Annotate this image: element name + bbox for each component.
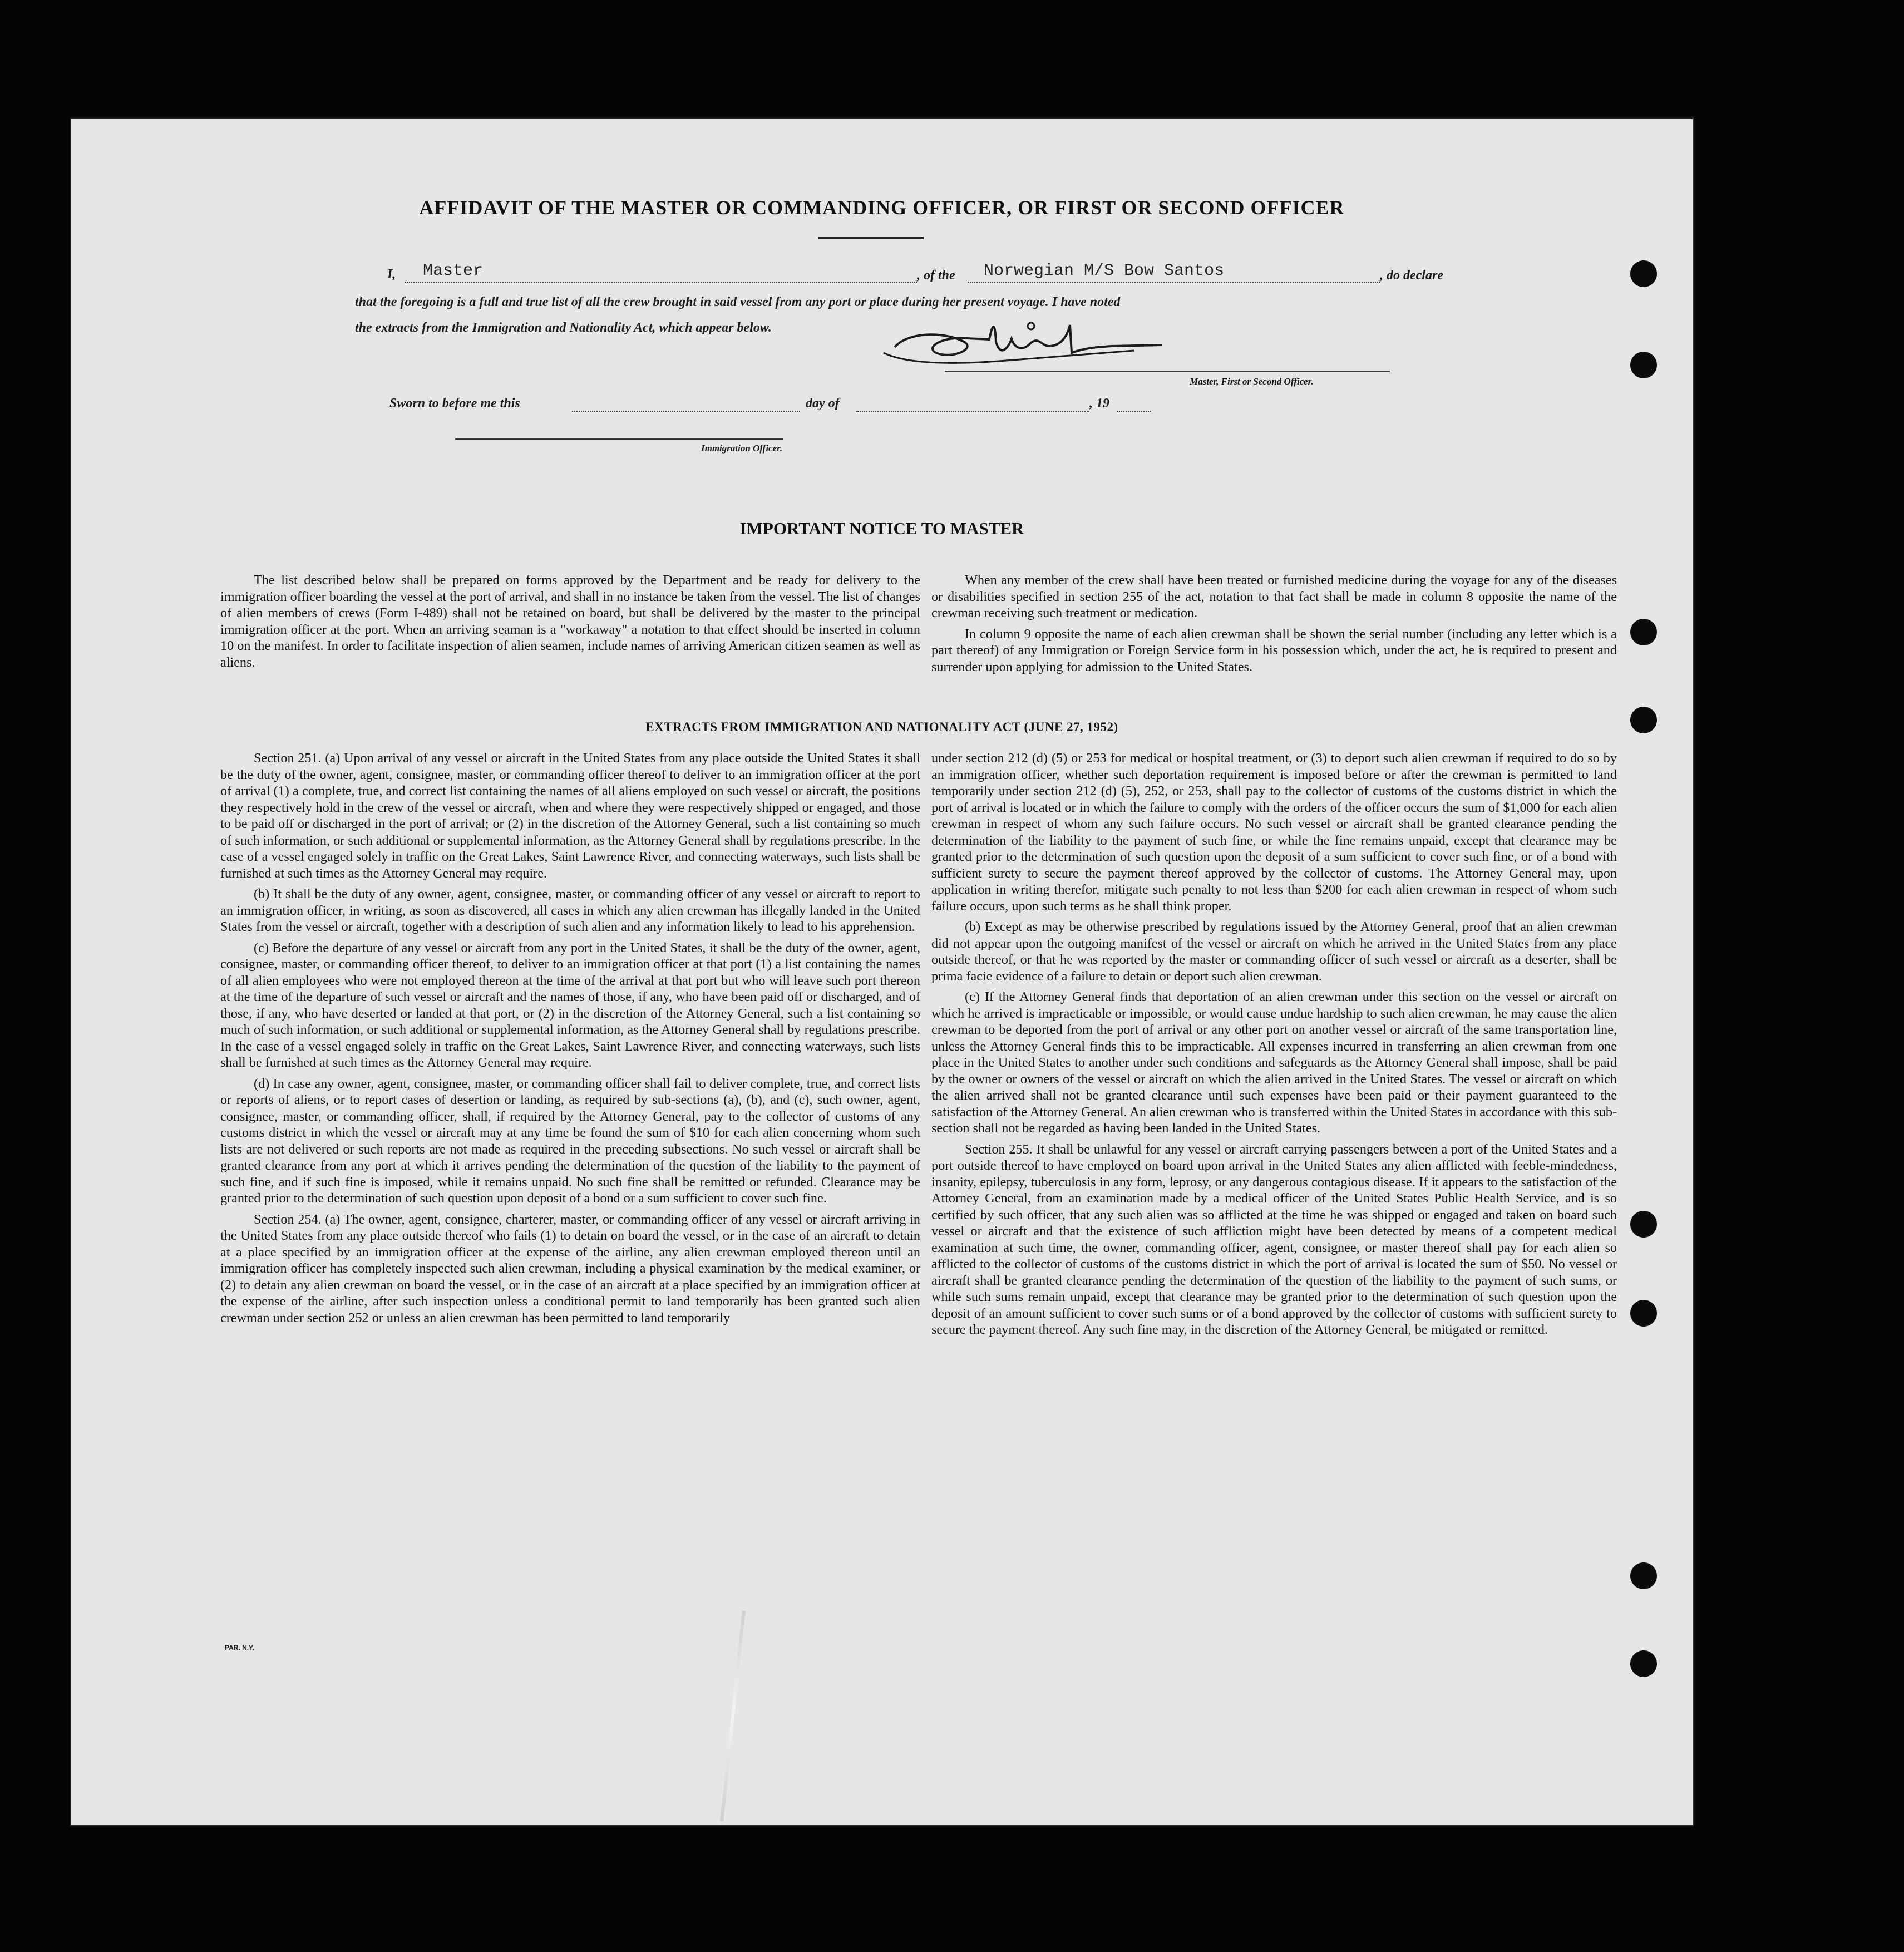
extracts-title: EXTRACTS FROM IMMIGRATION AND NATIONALITY ACT (JUNE 27, 1952)	[645, 720, 1118, 734]
punch-hole	[1630, 352, 1657, 378]
document-page	[71, 119, 1693, 1825]
sworn-year-fill-line	[1117, 396, 1151, 412]
extract-paragraph: Section 255. It shall be unlawful for any vessel or aircraft carrying passengers between a port of the United States and a port outside thereof to have employed on board upon arrival in the United States any alien afflicted with feeble-mindedness, insanity, epilepsy, tuberculosis in any form, leprosy, or any dangerous contagious disease. If it appears to the satisfaction of the Attorney General, from an examination made by a medical officer of the United States Public Health Service, and is so certified by such officer, that any such alien was so afflicted at the time he was shipped or engaged and taken on board such vessel or aircraft and that the existence of such affliction might have been detected by means of a competent medical examination at such time, the owner, commanding officer, agent, consignee, or master thereof shall pay for each alien so afflicted to the collector of customs of the customs district in which the port of arrival is located the sum of $50. No vessel or aircraft shall be granted clearance pending the determination of the question of the liability to the payment of such sums, or while such sums remain unpaid, except that clearance may be granted prior to the determination of such question upon the deposit of an amount sufficient to cover such sums or of a bond approved by the collector of customs with sufficient surety to secure the payment thereof. Any such fine may, in the discretion of the Attorney General, be mitigated or remitted.	[931, 1141, 1617, 1337]
sworn-month-fill-line	[856, 396, 1089, 412]
sworn-label: Sworn to before me this	[389, 396, 520, 411]
vessel-typed-value: Norwegian M/S Bow Santos	[984, 262, 1225, 280]
declaration-line-2: that the foregoing is a full and true list of all the crew brought in said vessel from any port or place during her present voyage. I have noted	[355, 295, 1121, 309]
notice-title: IMPORTANT NOTICE TO MASTER	[739, 519, 1024, 538]
punch-hole	[1630, 1650, 1657, 1677]
notice-right-column	[931, 572, 1617, 679]
punch-hole	[1630, 1300, 1657, 1327]
sworn-day-fill-line	[572, 396, 800, 412]
extract-paragraph: Section 254. (a) The owner, agent, consignee, charterer, master, or commanding officer of any vessel or aircraft arriving in the United States from any place outside thereof who fails (1) to detain on board the vessel, or in the case of an aircraft to detain at a place specified by an immigration officer at the expense of the airline, any alien crewman employed thereon until an immigration officer has completely inspected such alien crewman, including a physical examination by the medical examiner, or (2) to detain any alien crewman on board the vessel, or in the case of an aircraft at a place specified by an immigration officer at the expense of the airline, after such inspection unless a conditional permit to land temporarily has been granted such alien crewman under section 252 or unless an alien crewman has been permitted to land temporarily	[220, 1211, 920, 1325]
punch-hole	[1630, 619, 1657, 645]
do-declare-label: , do declare	[1380, 268, 1443, 283]
paper-crease	[720, 1611, 746, 1822]
extract-paragraph: (b) It shall be the duty of any owner, agent, consignee, master, or commanding officer of any vessel or aircraft to report to an immigration officer, in writing, as soon as discovered, all cases in which any alien crewman has illegally landed in the United States from the vessel or aircraft, together with a description of such alien and any information likely to lead to his apprehension.	[220, 886, 920, 934]
extracts-left-column	[220, 750, 920, 1330]
affidavit-i-label: I,	[387, 267, 396, 282]
signature-line	[945, 371, 1390, 372]
day-of-label: day of	[806, 396, 840, 411]
signature-caption: Master, First or Second Officer.	[1190, 376, 1314, 387]
extract-paragraph: (c) If the Attorney General finds that deportation of an alien crewman under this section on the vessel or aircraft on which he arrived is impracticable or impossible, or would cause undue hardship to such alien crewman, he may cause the alien crewman to be deported from the port of arrival or any other port on another vessel or aircraft of the same transportation line, unless the Attorney General finds this to be impracticable. All expenses incurred in transferring an alien crewman from one place in the United States to another under such conditions and safeguards as the Attorney General shall impose, shall be paid by the owner or owners of the vessel or aircraft on which the alien arrived in the United States. The vessel or aircraft on which the alien arrived shall not be granted clearance until such expenses have been paid or their payment guaranteed to the satisfaction of the Attorney General. An alien crewman who is transferred within the United States in accordance with this sub-section shall not be regarded as having been landed in the United States.	[931, 989, 1617, 1136]
extract-paragraph: Section 251. (a) Upon arrival of any vessel or aircraft in the United States from any place outside the United States it shall be the duty of the owner, agent, consignee, master, or commanding officer thereof to deliver to an immigration officer at the port of arrival (1) a complete, true, and correct list containing the names of all aliens employed on such vessel or aircraft, the positions they respectively hold in the crew of the vessel or aircraft, when and where they were respectively shipped or engaged, and those to be paid off or discharged in the port of arrival; or (2) in the discretion of the Attorney General, such a list containing so much of such information, or such additional or supplemental information, as the Attorney General shall by regulations prescribe. In the case of a vessel engaged solely in traffic on the Great Lakes, Saint Lawrence River, and connecting waterways, such lists shall be furnished at such times as the Attorney General may require.	[220, 751, 920, 881]
notice-paragraph: In column 9 opposite the name of each alien crewman shall be shown the serial number (including any letter which is a part thereof) of any Immigration or Foreign Service form in his possession which, under the act, he is required to present and surrender upon applying for admission to the United States.	[931, 626, 1617, 674]
immigration-officer-caption: Immigration Officer.	[701, 443, 783, 454]
declaration-line-3: the extracts from the Immigration and Nationality Act, which appear below.	[355, 321, 772, 335]
immigration-officer-line	[455, 438, 783, 440]
of-the-label: , of the	[917, 268, 955, 283]
affidavit-title: AFFIDAVIT OF THE MASTER OR COMMANDING OFFICER, OR FIRST OR SECOND OFFICER	[419, 196, 1345, 219]
title-rule-divider	[818, 237, 924, 239]
notice-paragraph: When any member of the crew shall have been treated or furnished medicine during the voyage for any of the diseases or disabilities specified in section 255 of the act, notation to that fact shall be made in column 8 opposite the name of the crewman receiving such treatment or medication.	[931, 573, 1617, 620]
punch-hole	[1630, 1211, 1657, 1238]
year-label: , 19	[1089, 396, 1109, 411]
notice-paragraph: The list described below shall be prepared on forms approved by the Department and be ready for delivery to the immigration officer boarding the vessel at the port of arrival, and shall in no instance be taken from the vessel. The list of changes of alien members of crews (Form I-489) shall not be retained on board, but shall be delivered by the master to the principal immigration officer at the port. When an arriving seaman is a "workaway" a notation to that effect should be inserted in column 10 on the manifest. In order to facilitate inspection of alien seamen, include names of arriving American citizen seamen as well as aliens.	[220, 573, 920, 670]
punch-hole	[1630, 1562, 1657, 1589]
name-typed-value: Master	[423, 262, 484, 280]
punch-hole	[1630, 260, 1657, 287]
notice-left-column	[220, 572, 920, 675]
extract-paragraph: (d) In case any owner, agent, consignee, master, or commanding officer shall fail to deliver complete, true, and correct lists or reports of aliens, or to report cases of desertion or landing, as required by sub-sections (a), (b), and (c), such owner, agent, consignee, master, or commanding officer, shall, if required by the Attorney General, pay to the collector of customs of any customs district in which the vessel or aircraft may at any time be found the sum of $10 for each alien concerning whom such lists are not delivered or such reports are not made as required in the preceding subsections. No such vessel or aircraft shall be granted clearance from any port at which it arrives pending the determination of the question of the liability to the payment of such fine, and if such fine is imposed, while it remains unpaid. No such fine shall be remitted or refunded. Clearance may be granted prior to the determination of such question upon deposit of a bond or a sum sufficient to cover such fine.	[220, 1076, 920, 1206]
extract-paragraph: (c) Before the departure of any vessel or aircraft from any port in the United States, it shall be the duty of the owner, agent, consignee, master, or commanding officer thereof, to deliver to an immigration officer at that port (1) a list containing the names of all alien employees who were not employed thereon at the time of the arrival at that port but who will leave such port thereon at the time of the departure of such vessel or aircraft and the names of those, if any, who have been paid off or discharged, and of those, if any, who have deserted or landed at that port, or (2) in the discretion of the Attorney General, such a list containing so much of such information, or such additional or supplemental information, as the Attorney General shall by regulations prescribe. In the case of a vessel engaged solely in traffic on the Great Lakes, Saint Lawrence River, and connecting waterways, such lists shall be furnished at such times as the Attorney General may require.	[220, 940, 920, 1070]
extracts-right-column	[931, 750, 1617, 1343]
extract-paragraph: under section 212 (d) (5) or 253 for medical or hospital treatment, or (3) to deport such alien crewman if required to do so by an immigration officer, whether such deportation requirement is imposed before or after the crewman is permitted to land temporarily under section 212 (d) (5), 252, or 253, shall pay to the collector of customs of the customs district in which the port of arrival is located or in which the failure to comply with the orders of the officer occurs the sum of $1,000 for each alien crewman in respect of whom any such failure occurs. No such vessel or aircraft shall be granted clearance pending the determination of the liability to the payment of such fine, or while the fine remains unpaid, except that clearance may be granted prior to the determination of such question upon the deposit of a sum sufficient to cover such fine, or of a bond with sufficient surety to secure the payment thereof approved by the collector of customs. The Attorney General may, upon application in writing therefor, mitigate such penalty to not less than $200 for each alien crewman in respect of whom such failure occurs, upon such terms as he shall think proper.	[931, 751, 1617, 914]
punch-hole	[1630, 707, 1657, 733]
extract-paragraph: (b) Except as may be otherwise prescribed by regulations issued by the Attorney General, proof that an alien crewman did not appear upon the outgoing manifest of the vessel or aircraft on which he arrived in the United States from any place outside thereof, or that he was reported by the master or commanding officer of such vessel or aircraft as a deserter, shall be prima facie evidence of a failure to detain or deport such alien crewman.	[931, 919, 1617, 984]
printer-mark: PAR. N.Y.	[225, 1644, 255, 1652]
